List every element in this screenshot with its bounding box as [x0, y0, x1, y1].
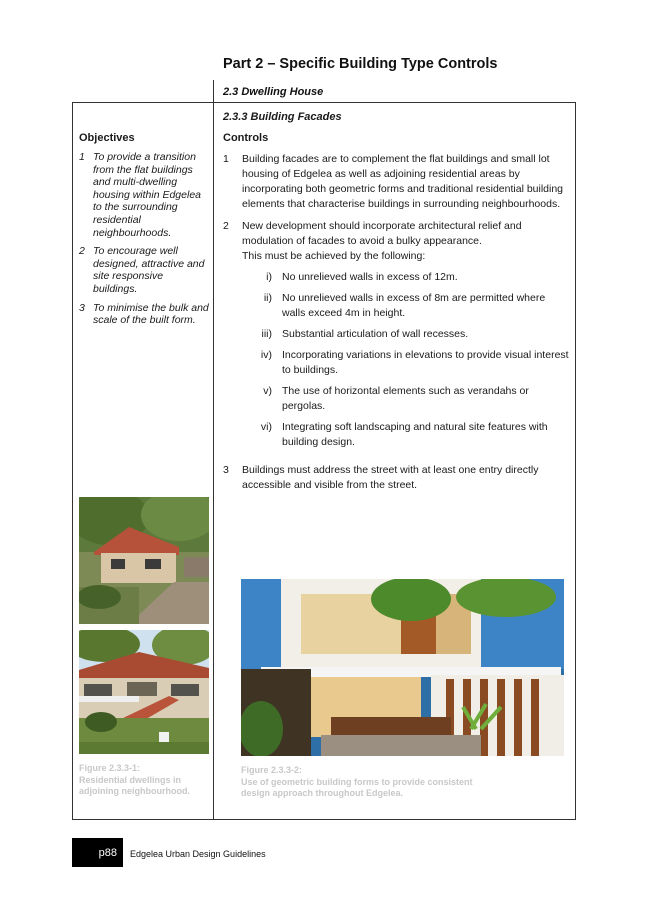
page-title: Part 2 – Specific Building Type Controls	[223, 56, 498, 72]
sub-item: v) The use of horizontal elements such as verandahs or pergolas.	[263, 385, 529, 412]
house-photo-1	[79, 497, 209, 624]
sub-item: vi) Integrating soft landscaping and natural site features with building design.	[260, 421, 548, 448]
figure-1-caption: Figure 2.3.3-1: Residential dwellings in adjoining neighbourhood.	[79, 763, 190, 796]
list-item: 1 To provide a transition from the flat buildings and multi-dwelling housing within Edgelea to the surrounding residential neighbourhoods.	[79, 151, 201, 239]
sub-item: iv) Incorporating variations in elevations to provide visual interest to buildings.	[260, 349, 569, 376]
section-title: 2.3 Dwelling House	[223, 86, 324, 98]
list-item: 2 New development should incorporate architectural relief and modulation of facades to avoid a bulky appearance. This must be achieved by the following: i) No unrelieved walls in excess of 12m. ii) No unrelieved walls in excess of 8m are permitted where walls exceed 4m in height. iii) Substantial articulation of wall recesses. iv) Incorporating variations in elevations to provide visual interest to buildings. v) The use of horizontal elements such as verandahs or pergolas. vi) Integrating soft landscaping and natural site features with building design.	[223, 219, 571, 456]
figure-2-caption: Figure 2.3.3-2: Use of geometric building forms to provide consistent design approach throughout Edgelea.	[241, 765, 473, 798]
list-item: 3 Buildings must address the street with at least one entry directly accessible and visible from the street.	[223, 464, 539, 491]
list-item: 1 Building facades are to complement the flat buildings and small lot housing of Edgelea as well as adjoining residential areas by incorporating both geometric forms and traditional residential building elements that characterise buildings in surrounding neighbourhoods.	[223, 153, 564, 210]
controls-heading: Controls	[223, 132, 269, 144]
house-photo-2	[79, 630, 209, 754]
column-divider	[213, 102, 214, 820]
modern-building-photo	[241, 579, 564, 756]
objectives-list	[79, 151, 209, 333]
sub-item: i) No unrelieved walls in excess of 12m.	[266, 271, 458, 283]
objectives-heading: Objectives	[79, 132, 135, 144]
page-number: p88	[72, 838, 123, 867]
footer-title: Edgelea Urban Design Guidelines	[130, 849, 266, 859]
subsection-title: 2.3.3 Building Facades	[223, 111, 342, 123]
sub-item: iii) Substantial articulation of wall recesses.	[261, 328, 469, 340]
list-item: 2 To encourage well designed, attractive and site responsive buildings.	[79, 245, 205, 295]
sub-item: ii) No unrelieved walls in excess of 8m are permitted where walls exceed 4m in height.	[263, 292, 546, 319]
header-divider	[213, 80, 214, 102]
list-item: 3 To minimise the bulk and scale of the built form.	[79, 301, 209, 327]
controls-list	[223, 152, 571, 500]
sub-list	[242, 270, 571, 450]
